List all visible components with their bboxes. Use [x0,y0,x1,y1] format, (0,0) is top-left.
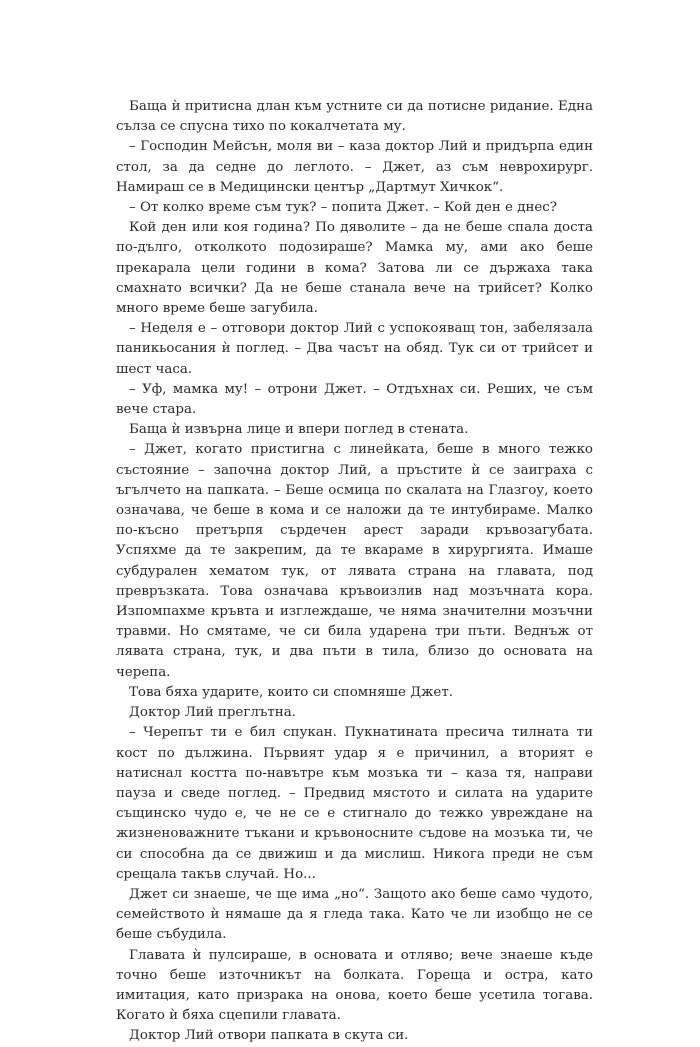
book-page [116,97,593,1047]
paragraph: Това бяха ударите, които си спомняше Джет. [129,684,453,700]
paragraph: Баща ѝ извърна лице и впери поглед в стената. [129,422,469,438]
paragraph: Кой ден или коя година? По дяволите – да не беше спала доста по-дълго, отколкото подозираше? Мамка му, ами ако беше прекарала цели години в кома? Затова ли се държаха така смахнато всички? Да не беше станала вече на трийсет? Колко много време беше загубила. [116,220,593,317]
paragraph: – Господин Мейсън, моля ви – каза доктор Лий и придърпа един стол, за да седне до леглото. – Джет, аз съм неврохирург. Намираш се в Медицински център „Дартмут Хичкок“. [116,139,593,195]
paragraph: – Уф, мамка му! – отрони Джет. – Отдъхнах си. Реших, че съм вече стара. [116,381,593,418]
paragraph: – Неделя е – отговори доктор Лий с успокояващ тон, забелязала паникьосания ѝ поглед. – Два часът на обяд. Тук си от трийсет и шест часа. [116,321,593,377]
paragraph: Доктор Лий преглътна. [129,705,296,721]
paragraph: Доктор Лий отвори папката в скута си. [129,1028,409,1044]
paragraph: Джет си знаеше, че ще има „но“. Защото ако беше само чудото, семейството ѝ нямаше да я гледа така. Като че ли изобщо не се беше събудила. [116,886,593,943]
paragraph: – Джет, когато пристигна с линейката, беше в много тежко състояние – започна доктор Лий, а пръстите ѝ се заиграха с ъгълчето на папката. – Беше осмица по скалата на Глазгоу, което означава, че беше в кома и се наложи да те интубираме. Малко по-късно претърпя сърдечен арест заради кръвозагубата. Успяхме да те закрепим, да те вкараме в хирургията. Имаше субдурален хематом тук, от лявата страна на главата, под превръзката. Това означава кръвоизлив над мозъчната кора. Изпомпахме кръвта и изглеждаше, че няма значителни мозъчни травми. Но смятаме, че си била ударена три пъти. Веднъж от лявата страна, тук, и два пъти в тила, близо до основата на черепа. [116,442,593,680]
paragraph: – От колко време съм тук? – попита Джет. – Кой ден е днес? [129,200,557,216]
paragraph: – Черепът ти е бил спукан. Пукнатината пресича тилната ти кост по дължина. Първият удар я е причинил, а вторият е натиснал костта по-навътре към мозъка ти – каза тя, направи пауза и сведе поглед. – Предвид мястото и силата на ударите същинско чудо е, че не се е стигнало до тежко увреждане на жизненоважните тъкани и кръвоносните съдове на мозъка ти, че си способна да се движиш и да мислиш. Никога преди не съм срещала такъв случай. Но... [116,725,593,882]
paragraph: Баща ѝ притисна длан към устните си да потисне ридание. Една сълза се спусна тихо по кокалчетата му. [116,99,593,135]
paragraph: Главата ѝ пулсираше, в основата и отляво; вече знаеше къде точно беше източникът на болката. Гореща и остра, като имитация, като призрака на онова, което беше усетила тогава. Когато ѝ бяха сцепили главата. [116,947,593,1024]
